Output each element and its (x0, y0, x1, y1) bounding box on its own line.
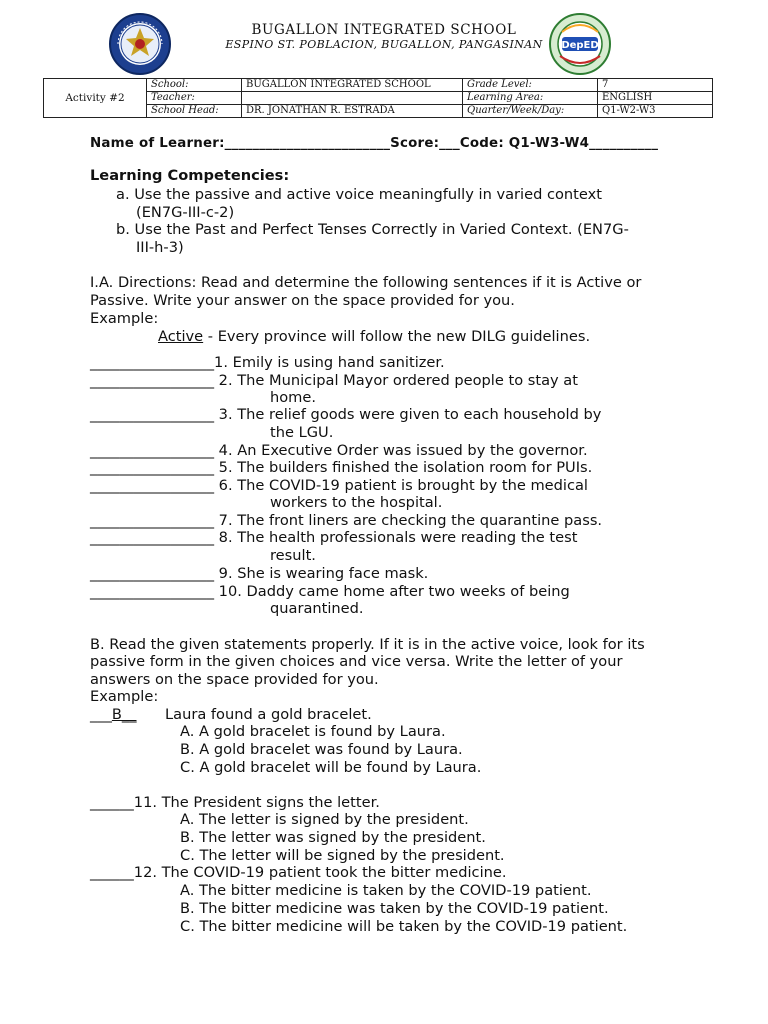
question-11-choice-a: A. The letter is signed by the president. (180, 811, 469, 828)
part-b-example-blank: ___ (90, 706, 112, 723)
question-2-cont: home. (270, 389, 317, 406)
part-b-directions-line2: passive form in the given choices and vice versa. Write the letter of your (90, 653, 623, 670)
question-2: _________________ 2. The Municipal Mayor ordered people to stay at (90, 372, 578, 389)
question-1: _________________1. Emily is using hand sanitizer. (90, 354, 445, 371)
question-5: _________________ 5. The builders finished the isolation room for PUIs. (90, 459, 593, 476)
competency-b-line2: III-h-3) (136, 239, 184, 256)
part-b-example-text: Laura found a gold bracelet. (165, 706, 372, 723)
school-address: ESPINO ST. POBLACION, BUGALLON, PANGASINAN (225, 38, 543, 51)
question-8: _________________ 8. The health professionals were reading the test (90, 529, 578, 546)
question-9: _________________ 9. She is wearing face mask. (90, 565, 429, 582)
part-a-directions-line1: I.A. Directions: Read and determine the following sentences if it is Active or (90, 274, 642, 291)
part-b-example-label: Example: (90, 688, 159, 705)
competency-b-line1: b. Use the Past and Perfect Tenses Correctly in Varied Context. (EN7G- (116, 221, 629, 238)
teacher-value (242, 92, 463, 105)
question-3-cont: the LGU. (270, 424, 334, 441)
question-4: _________________ 4. An Executive Order was issued by the governor. (90, 442, 588, 459)
question-10: _________________ 10. Daddy came home after two weeks of being (90, 583, 570, 600)
part-a-example-label: Example: (90, 310, 159, 327)
competency-a-line2: (EN7G-III-c-2) (136, 204, 235, 221)
grade-level-value: 7 (598, 79, 713, 92)
part-a-directions-line2: Passive. Write your answer on the space provided for you. (90, 292, 515, 309)
activity-info-table (43, 78, 713, 118)
question-8-cont: result. (270, 547, 316, 564)
part-b-example-choice-c: C. A gold bracelet will be found by Laura. (180, 759, 482, 776)
question-6: _________________ 6. The COVID-19 patient is brought by the medical (90, 477, 588, 494)
part-b-example-choice-a: A. A gold bracelet is found by Laura. (180, 723, 446, 740)
part-b-example-choice-b: B. A gold bracelet was found by Laura. (180, 741, 463, 758)
part-b-example-question (90, 706, 137, 724)
part-a-example-answer: Active (158, 328, 204, 345)
school-head-value: DR. JONATHAN R. ESTRADA (242, 105, 463, 118)
school-label: School: (147, 79, 242, 92)
question-12: ______12. The COVID-19 patient took the bitter medicine. (90, 864, 507, 881)
activity-number: Activity #2 (44, 79, 147, 118)
competencies-title: Learning Competencies: (90, 167, 290, 184)
learning-area-label: Learning Area: (463, 92, 598, 105)
school-name-heading: BUGALLON INTEGRATED SCHOOL (251, 22, 517, 38)
part-a-example (158, 328, 590, 346)
competency-a-line1: a. Use the passive and active voice meaningfully in varied context (116, 186, 602, 203)
question-6-cont: workers to the hospital. (270, 494, 443, 511)
school-value: BUGALLON INTEGRATED SCHOOL (242, 79, 463, 92)
learning-area-value: ENGLISH (598, 92, 713, 105)
teacher-label: Teacher: (147, 92, 242, 105)
question-12-choice-c: C. The bitter medicine will be taken by the COVID-19 patient. (180, 918, 628, 935)
question-10-cont: quarantined. (270, 600, 364, 617)
part-b-directions-line1: B. Read the given statements properly. If it is in the active voice, look for its (90, 636, 645, 653)
question-11: ______11. The President signs the letter. (90, 794, 380, 811)
question-7: _________________ 7. The front liners are checking the quarantine pass. (90, 512, 603, 529)
part-b-example-answer: B__ (111, 706, 137, 723)
learner-info-line: Name of Learner:________________________Score:___Code: Q1-W3-W4__________ (90, 136, 659, 151)
quarter-week-day-value: Q1-W2-W3 (598, 105, 713, 118)
quarter-week-day-label: Quarter/Week/Day: (463, 105, 598, 118)
school-head-label: School Head: (147, 105, 242, 118)
question-3: _________________ 3. The relief goods were given to each household by (90, 406, 602, 423)
part-a-example-text: - Every province will follow the new DILG guidelines. (203, 328, 591, 345)
deped-logo-text: DepED (561, 40, 599, 51)
part-b-directions-line3: answers on the space provided for you. (90, 671, 379, 688)
question-11-choice-c: C. The letter will be signed by the president. (180, 847, 505, 864)
question-11-choice-b: B. The letter was signed by the president. (180, 829, 486, 846)
question-12-choice-a: A. The bitter medicine is taken by the COVID-19 patient. (180, 882, 592, 899)
question-12-choice-b: B. The bitter medicine was taken by the COVID-19 patient. (180, 900, 609, 917)
grade-level-label: Grade Level: (463, 79, 598, 92)
